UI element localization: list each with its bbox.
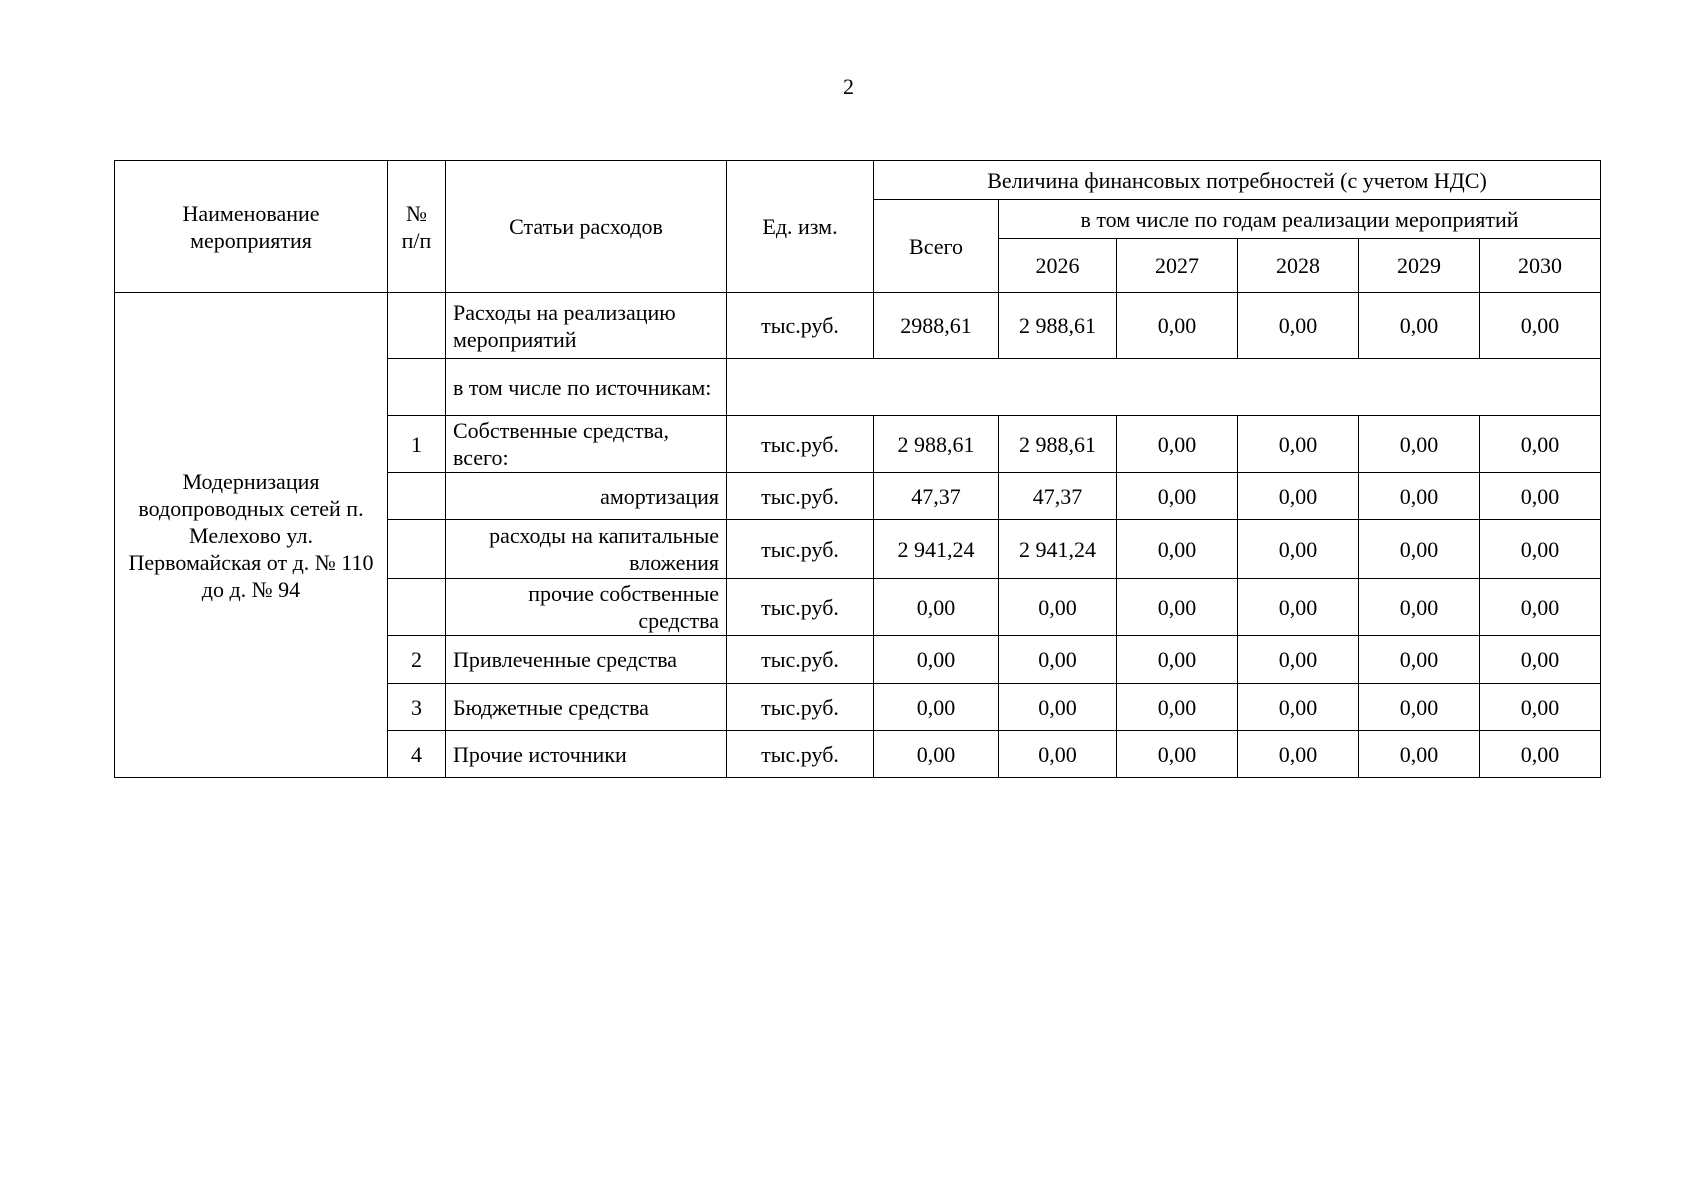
year-2030-cell: 0,00	[1480, 473, 1601, 520]
total-cell: 0,00	[874, 731, 999, 778]
year-2030-cell: 0,00	[1480, 520, 1601, 579]
header-year-2028: 2028	[1238, 239, 1359, 293]
unit-cell: тыс.руб.	[727, 473, 874, 520]
year-2028-cell: 0,00	[1238, 416, 1359, 473]
header-number: № п/п	[388, 161, 446, 293]
header-financial-needs: Величина финансовых потребностей (с учетом НДС)	[874, 161, 1601, 200]
unit-cell: тыс.руб.	[727, 579, 874, 636]
year-2029-cell: 0,00	[1359, 473, 1480, 520]
expense-item: Расходы на реализацию мероприятий	[446, 293, 727, 359]
row-number	[388, 473, 446, 520]
year-2026-cell: 0,00	[999, 731, 1117, 778]
header-event-name: Наименование мероприятия	[115, 161, 388, 293]
year-2028-cell: 0,00	[1238, 520, 1359, 579]
expense-item: Бюджетные средства	[446, 684, 727, 731]
year-2030-cell: 0,00	[1480, 579, 1601, 636]
year-2027-cell: 0,00	[1117, 293, 1238, 359]
year-2029-cell: 0,00	[1359, 293, 1480, 359]
row-number: 2	[388, 636, 446, 684]
year-2027-cell: 0,00	[1117, 416, 1238, 473]
year-2028-cell: 0,00	[1238, 579, 1359, 636]
year-2029-cell: 0,00	[1359, 579, 1480, 636]
row-number: 1	[388, 416, 446, 473]
expense-item: амортизация	[446, 473, 727, 520]
year-2027-cell: 0,00	[1117, 473, 1238, 520]
row-number	[388, 293, 446, 359]
expense-item: прочие собственные средства	[446, 579, 727, 636]
year-2029-cell: 0,00	[1359, 684, 1480, 731]
unit-cell: тыс.руб.	[727, 684, 874, 731]
unit-cell: тыс.руб.	[727, 293, 874, 359]
year-2027-cell: 0,00	[1117, 520, 1238, 579]
year-2027-cell: 0,00	[1117, 636, 1238, 684]
year-2030-cell: 0,00	[1480, 416, 1601, 473]
year-2029-cell: 0,00	[1359, 636, 1480, 684]
total-cell: 47,37	[874, 473, 999, 520]
row-number	[388, 359, 446, 416]
header-expense-item: Статьи расходов	[446, 161, 727, 293]
header-year-2030: 2030	[1480, 239, 1601, 293]
financial-needs-table	[114, 160, 1601, 778]
year-2028-cell: 0,00	[1238, 731, 1359, 778]
year-2028-cell: 0,00	[1238, 293, 1359, 359]
header-year-2026: 2026	[999, 239, 1117, 293]
year-2030-cell: 0,00	[1480, 684, 1601, 731]
expense-item: Привлеченные средства	[446, 636, 727, 684]
unit-cell: тыс.руб.	[727, 416, 874, 473]
year-2029-cell: 0,00	[1359, 416, 1480, 473]
expense-item: расходы на капитальные вложения	[446, 520, 727, 579]
year-2026-cell: 2 941,24	[999, 520, 1117, 579]
year-2027-cell: 0,00	[1117, 684, 1238, 731]
total-cell: 0,00	[874, 636, 999, 684]
expense-item: Прочие источники	[446, 731, 727, 778]
year-2030-cell: 0,00	[1480, 731, 1601, 778]
year-2030-cell: 0,00	[1480, 293, 1601, 359]
event-name-cell: Модернизация водопроводных сетей п. Мелехово ул. Первомайская от д. № 110 до д. № 94	[115, 293, 388, 778]
year-2026-cell: 0,00	[999, 636, 1117, 684]
header-year-2027: 2027	[1117, 239, 1238, 293]
year-2027-cell: 0,00	[1117, 579, 1238, 636]
total-cell: 2 941,24	[874, 520, 999, 579]
year-2026-cell: 0,00	[999, 684, 1117, 731]
total-cell: 0,00	[874, 579, 999, 636]
expense-item: Собственные средства, всего:	[446, 416, 727, 473]
header-row-1	[115, 161, 1601, 200]
row-number	[388, 579, 446, 636]
row-number: 3	[388, 684, 446, 731]
row-number	[388, 520, 446, 579]
year-2026-cell: 0,00	[999, 579, 1117, 636]
header-years-group: в том числе по годам реализации мероприятий	[999, 200, 1601, 239]
table-row	[115, 293, 1601, 359]
year-2027-cell: 0,00	[1117, 731, 1238, 778]
header-unit: Ед. изм.	[727, 161, 874, 293]
year-2029-cell: 0,00	[1359, 731, 1480, 778]
total-cell: 0,00	[874, 684, 999, 731]
year-2026-cell: 47,37	[999, 473, 1117, 520]
year-2028-cell: 0,00	[1238, 473, 1359, 520]
unit-cell: тыс.руб.	[727, 520, 874, 579]
total-cell: 2 988,61	[874, 416, 999, 473]
unit-cell: тыс.руб.	[727, 636, 874, 684]
header-total: Всего	[874, 200, 999, 293]
total-cell: 2988,61	[874, 293, 999, 359]
year-2029-cell: 0,00	[1359, 520, 1480, 579]
empty-merged-cell	[727, 359, 1601, 416]
expense-item: в том числе по источникам:	[446, 359, 727, 416]
year-2028-cell: 0,00	[1238, 684, 1359, 731]
row-number: 4	[388, 731, 446, 778]
unit-cell: тыс.руб.	[727, 731, 874, 778]
year-2026-cell: 2 988,61	[999, 293, 1117, 359]
header-year-2029: 2029	[1359, 239, 1480, 293]
year-2026-cell: 2 988,61	[999, 416, 1117, 473]
page-number: 2	[843, 74, 854, 99]
year-2030-cell: 0,00	[1480, 636, 1601, 684]
year-2028-cell: 0,00	[1238, 636, 1359, 684]
